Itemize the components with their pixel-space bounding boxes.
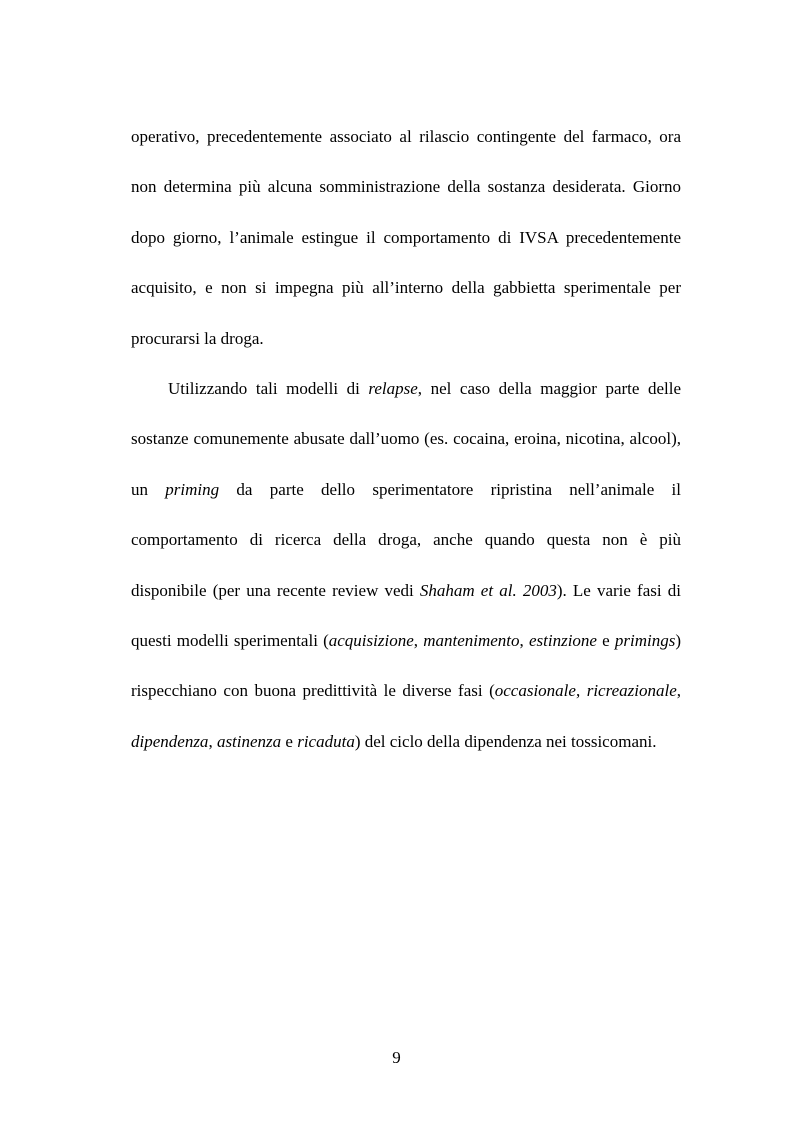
paragraph-2 (131, 364, 681, 767)
text-run: e (596, 631, 615, 651)
text-run: , nel caso della maggior parte delle sostanze comunemente abusate dall’uomo (es. cocaina, eroina, nicotina, alcool), un (131, 379, 681, 499)
italic-run: priming (165, 479, 220, 499)
text-run: Utilizzando tali modelli di (168, 379, 369, 399)
italic-run: estinzione (528, 631, 597, 651)
text-run: , (676, 681, 681, 701)
italic-run: ricaduta (297, 731, 355, 751)
italic-run: dipendenza (131, 731, 209, 751)
text-run: ) rispecchiano con buona predittività le diverse fasi ( (131, 631, 682, 701)
text-run: , (575, 681, 587, 701)
text-run: ). Le varie fasi di questi modelli sperimentali ( (131, 580, 681, 651)
text-run: ) del ciclo della dipendenza nei tossicomani. (354, 731, 657, 751)
italic-run: Shaham et al. 2003 (419, 580, 557, 600)
text-run: , (208, 731, 217, 751)
body-text (131, 112, 681, 767)
italic-run: primings (614, 631, 676, 651)
italic-run: ricreazionale (586, 681, 677, 701)
italic-run: mantenimento (423, 631, 520, 651)
italic-run: occasionale (494, 681, 576, 701)
paragraph-1: operativo, precedentemente associato al rilascio contingente del farmaco, ora non determina più alcuna somministrazione della sostanza desiderata. Giorno dopo giorno, l’animale estingue il comportamento di IVSA precedentemente acquisito, e non si impegna più all’interno della gabbietta sperimentale per procurarsi la droga. (131, 127, 681, 348)
text-run: , (519, 631, 529, 651)
page-number: 9 (392, 1048, 401, 1067)
text-run: da parte dello sperimentatore ripristina nell’animale il comportamento di ricerca della droga, anche quando questa non è più disponibile (per una recente review vedi (131, 479, 681, 600)
italic-run: astinenza (216, 731, 282, 751)
text-run: , (413, 631, 424, 651)
text-run: e (281, 731, 298, 751)
italic-run: relapse (368, 379, 418, 399)
italic-run: acquisizione (328, 631, 414, 651)
